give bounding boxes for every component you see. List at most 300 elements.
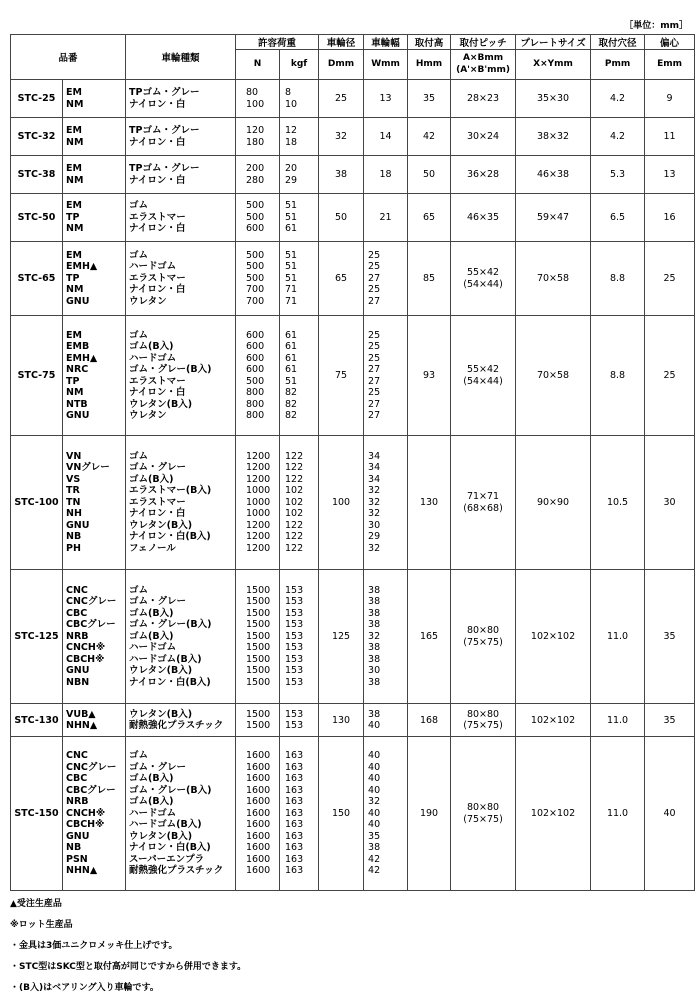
load-n-line: 700 bbox=[246, 284, 265, 296]
load-kgf-line: 82 bbox=[285, 410, 298, 421]
wheel-types-line: ゴム(B入) bbox=[129, 773, 174, 785]
wheel-types bbox=[126, 570, 236, 704]
unit-wheel-width: Wmm bbox=[364, 50, 408, 80]
wheel-types-line: ナイロン・白 bbox=[129, 174, 186, 186]
load-kgf-line: 102 bbox=[285, 485, 304, 497]
load-kgf-line: 163 bbox=[285, 796, 304, 808]
wheel-width-line: 40 bbox=[368, 819, 381, 831]
wheel-types bbox=[126, 242, 236, 316]
load-n-line: 600 bbox=[246, 329, 265, 341]
wheel-codes-line: CNC bbox=[66, 584, 88, 596]
wheel-width-line: 40 bbox=[368, 784, 381, 796]
wheel-width-line: 40 bbox=[368, 807, 381, 819]
load-kgf-line: 61 bbox=[285, 341, 298, 352]
wheel-types-line: ゴム・グレー(B入) bbox=[129, 364, 212, 375]
load-kgf-line: 122 bbox=[285, 519, 304, 531]
wheel-width-line: 32 bbox=[368, 496, 381, 508]
wheel-codes-line: NM bbox=[66, 387, 84, 398]
wheel-width-line: 35 bbox=[368, 830, 381, 842]
load-n-line: 1200 bbox=[246, 462, 271, 474]
hole-diameter: 10.5 bbox=[591, 436, 645, 570]
load-n-line: 1600 bbox=[246, 865, 271, 877]
load-kgf-line: 122 bbox=[285, 462, 304, 474]
load-n bbox=[236, 704, 280, 737]
wheel-codes-line: NBN bbox=[66, 676, 90, 688]
wheel-width bbox=[364, 704, 408, 737]
wheel-codes-line: EM bbox=[66, 87, 82, 98]
offset: 13 bbox=[645, 156, 695, 194]
mount-height: 35 bbox=[408, 80, 451, 118]
load-kgf-line: 12 bbox=[285, 125, 298, 136]
wheel-width-line: 27 bbox=[368, 364, 381, 375]
wheel-types-line: ゴム bbox=[129, 329, 149, 341]
wheel-width-line: 25 bbox=[368, 352, 381, 364]
load-kgf-line: 61 bbox=[285, 329, 298, 341]
wheel-types-line: ウレタン(B入) bbox=[129, 519, 193, 531]
wheel-width-line: 30 bbox=[368, 665, 381, 677]
load-n bbox=[236, 436, 280, 570]
wheel-width-line: 13 bbox=[379, 92, 392, 104]
product-number: STC-75 bbox=[11, 316, 63, 436]
mount-height: 65 bbox=[408, 194, 451, 242]
wheel-types-line: エラストマー bbox=[129, 375, 186, 387]
note-lot-production: ※ロット生産品 bbox=[10, 920, 73, 930]
note-bearing: ・(B入)はベアリング入り車輪です。 bbox=[10, 983, 159, 993]
load-kgf-line: 163 bbox=[285, 784, 304, 796]
header-mount-height: 取付高 bbox=[408, 35, 451, 50]
load-n-line: 1500 bbox=[246, 665, 271, 677]
product-number: STC-38 bbox=[11, 156, 63, 194]
wheel-codes-line: VN bbox=[66, 450, 82, 462]
wheel-codes-line: PH bbox=[66, 542, 81, 554]
wheel-codes-line: VNグレー bbox=[66, 462, 110, 474]
wheel-codes-line: NB bbox=[66, 531, 82, 543]
wheel-types-line: ゴム bbox=[129, 200, 149, 212]
load-kgf bbox=[280, 194, 319, 242]
load-n-line: 120 bbox=[246, 125, 265, 136]
load-kgf-line: 102 bbox=[285, 496, 304, 508]
wheel-types-line: ナイロン・白 bbox=[129, 508, 186, 520]
product-number: STC-25 bbox=[11, 80, 63, 118]
load-kgf-line: 153 bbox=[285, 653, 304, 665]
offset: 35 bbox=[645, 570, 695, 704]
header-plate-size: プレートサイズ bbox=[516, 35, 591, 50]
wheel-width-line: 38 bbox=[368, 584, 381, 596]
plate-size: 102×102 bbox=[516, 737, 591, 891]
load-kgf-line: 163 bbox=[285, 853, 304, 865]
load-n-line: 800 bbox=[246, 398, 265, 410]
load-n bbox=[236, 194, 280, 242]
wheel-width-line: 25 bbox=[368, 261, 381, 273]
hole-diameter: 5.3 bbox=[591, 156, 645, 194]
load-kgf-line: 102 bbox=[285, 508, 304, 520]
load-kgf bbox=[280, 704, 319, 737]
wheel-codes-line: TP bbox=[66, 211, 80, 223]
wheel-width-line: 25 bbox=[368, 249, 381, 261]
table-row bbox=[11, 118, 695, 156]
wheel-types-line: ゴム(B入) bbox=[129, 796, 174, 808]
load-n-line: 1200 bbox=[246, 531, 271, 543]
wheel-codes-line: CBC bbox=[66, 773, 88, 785]
wheel-diameter: 38 bbox=[319, 156, 364, 194]
offset: 35 bbox=[645, 704, 695, 737]
wheel-width bbox=[364, 242, 408, 316]
load-n-line: 500 bbox=[246, 249, 265, 261]
header-wheel-width: 車輪幅 bbox=[364, 35, 408, 50]
mount-pitch bbox=[451, 242, 516, 316]
wheel-types-line: ナイロン・白 bbox=[129, 136, 186, 148]
load-n-line: 500 bbox=[246, 211, 265, 223]
wheel-types bbox=[126, 156, 236, 194]
mount-pitch-line: 28×23 bbox=[466, 92, 500, 104]
wheel-codes-line: NB bbox=[66, 842, 82, 854]
load-n-line: 800 bbox=[246, 387, 265, 398]
wheel-codes-line: NTB bbox=[66, 398, 88, 410]
wheel-width bbox=[364, 570, 408, 704]
header-mount-pitch: 取付ピッチ bbox=[451, 35, 516, 50]
wheel-width-line: 25 bbox=[368, 387, 381, 398]
load-kgf bbox=[280, 118, 319, 156]
wheel-width-line: 18 bbox=[379, 168, 392, 180]
load-n-line: 1600 bbox=[246, 807, 271, 819]
load-kgf-line: 18 bbox=[285, 136, 298, 148]
load-n bbox=[236, 80, 280, 118]
wheel-codes-line: NH bbox=[66, 508, 82, 520]
load-n-line: 1500 bbox=[246, 619, 271, 631]
wheel-codes-line: CNCグレー bbox=[66, 761, 117, 773]
load-kgf-line: 51 bbox=[285, 200, 298, 212]
load-n bbox=[236, 570, 280, 704]
load-n-line: 600 bbox=[246, 341, 265, 352]
mount-pitch-line: 71×71 bbox=[466, 491, 500, 502]
table-row bbox=[11, 316, 695, 436]
plate-size: 70×58 bbox=[516, 242, 591, 316]
wheel-codes-line: CNCH※ bbox=[66, 807, 106, 819]
load-n-line: 1500 bbox=[246, 607, 271, 619]
wheel-types-line: ゴム・グレー bbox=[129, 462, 187, 474]
load-kgf-line: 51 bbox=[285, 375, 298, 387]
mount-pitch bbox=[451, 704, 516, 737]
load-kgf bbox=[280, 316, 319, 436]
wheel-codes-line: GNU bbox=[66, 410, 90, 421]
wheel-codes-line: TN bbox=[66, 496, 81, 508]
mount-height: 168 bbox=[408, 704, 451, 737]
wheel-types-line: ゴム・グレー bbox=[129, 596, 187, 608]
wheel-codes-line: VUB▲ bbox=[66, 708, 96, 720]
wheel-width bbox=[364, 118, 408, 156]
wheel-codes bbox=[63, 436, 126, 570]
load-n-line: 1600 bbox=[246, 750, 271, 762]
table-row bbox=[11, 80, 695, 118]
mount-pitch-line: 55×42 bbox=[466, 364, 500, 375]
mount-pitch bbox=[451, 737, 516, 891]
mount-pitch-line: 30×24 bbox=[466, 130, 500, 142]
load-kgf bbox=[280, 436, 319, 570]
load-kgf-line: 51 bbox=[285, 272, 298, 284]
wheel-codes-line: CBCH※ bbox=[66, 819, 105, 831]
load-kgf-line: 122 bbox=[285, 531, 304, 543]
load-n bbox=[236, 156, 280, 194]
product-number: STC-125 bbox=[11, 570, 63, 704]
load-kgf bbox=[280, 242, 319, 316]
load-n-line: 1000 bbox=[246, 485, 271, 497]
wheel-types-line: エラストマー bbox=[129, 211, 186, 223]
load-n-line: 1500 bbox=[246, 653, 271, 665]
hole-diameter: 11.0 bbox=[591, 737, 645, 891]
wheel-types-line: ナイロン・白 bbox=[129, 223, 186, 235]
wheel-types-line: エラストマー bbox=[129, 496, 186, 508]
wheel-codes bbox=[63, 156, 126, 194]
wheel-codes bbox=[63, 570, 126, 704]
plate-size: 46×38 bbox=[516, 156, 591, 194]
load-kgf-line: 163 bbox=[285, 865, 304, 877]
wheel-width-line: 38 bbox=[368, 596, 381, 608]
wheel-types-line: ウレタン(B入) bbox=[129, 708, 193, 720]
wheel-width-line: 38 bbox=[368, 708, 381, 720]
plate-size: 59×47 bbox=[516, 194, 591, 242]
load-kgf-line: 20 bbox=[285, 163, 298, 174]
unit-offset: Emm bbox=[645, 50, 695, 80]
product-number: STC-32 bbox=[11, 118, 63, 156]
table-row bbox=[11, 242, 695, 316]
load-kgf-line: 29 bbox=[285, 174, 298, 186]
plate-size: 70×58 bbox=[516, 316, 591, 436]
load-n-line: 1600 bbox=[246, 842, 271, 854]
wheel-diameter: 125 bbox=[319, 570, 364, 704]
load-kgf-line: 122 bbox=[285, 542, 304, 554]
wheel-types-line: エラストマー bbox=[129, 272, 186, 284]
wheel-codes-line: NRB bbox=[66, 630, 89, 642]
wheel-width-line: 42 bbox=[368, 865, 381, 877]
wheel-codes-line: CBC bbox=[66, 607, 88, 619]
load-n-line: 1500 bbox=[246, 596, 271, 608]
wheel-codes-line: NM bbox=[66, 174, 84, 186]
load-kgf-line: 153 bbox=[285, 676, 304, 688]
load-kgf-line: 163 bbox=[285, 750, 304, 762]
header-wheel-type: 車輪種類 bbox=[126, 35, 236, 80]
load-n-line: 700 bbox=[246, 295, 265, 307]
unit-mount-pitch bbox=[451, 50, 516, 80]
wheel-codes bbox=[63, 118, 126, 156]
load-n-line: 500 bbox=[246, 200, 265, 212]
mount-pitch bbox=[451, 118, 516, 156]
wheel-codes-line: EMB bbox=[66, 341, 90, 352]
wheel-width-line: 32 bbox=[368, 508, 381, 520]
load-kgf-line: 71 bbox=[285, 284, 298, 296]
wheel-types bbox=[126, 118, 236, 156]
plate-size: 102×102 bbox=[516, 570, 591, 704]
table-row bbox=[11, 156, 695, 194]
product-number: STC-100 bbox=[11, 436, 63, 570]
wheel-codes-line: EM bbox=[66, 163, 82, 174]
wheel-types-line: フェノール bbox=[129, 542, 176, 554]
table-row bbox=[11, 737, 695, 891]
hole-diameter: 4.2 bbox=[591, 80, 645, 118]
wheel-width-line: 38 bbox=[368, 676, 381, 688]
load-n-line: 1500 bbox=[246, 630, 271, 642]
load-n bbox=[236, 242, 280, 316]
note-compatibility: ・STC型はSKC型と取付高が同じですから併用できます。 bbox=[10, 962, 247, 972]
load-kgf bbox=[280, 737, 319, 891]
table-row bbox=[11, 194, 695, 242]
wheel-diameter: 150 bbox=[319, 737, 364, 891]
mount-pitch-line: (54×44) bbox=[463, 375, 503, 387]
unit-wheel-dia: Dmm bbox=[319, 50, 364, 80]
load-n bbox=[236, 316, 280, 436]
wheel-codes-line: TR bbox=[66, 485, 80, 497]
load-kgf-line: 51 bbox=[285, 211, 298, 223]
load-kgf-line: 61 bbox=[285, 223, 298, 235]
wheel-width-line: 14 bbox=[379, 130, 392, 142]
table-row bbox=[11, 570, 695, 704]
wheel-width-line: 38 bbox=[368, 842, 381, 854]
wheel-codes-line: EMH▲ bbox=[66, 261, 98, 273]
hole-diameter: 11.0 bbox=[591, 704, 645, 737]
wheel-types-line: 耐熱強化プラスチック bbox=[129, 720, 224, 731]
mount-pitch bbox=[451, 194, 516, 242]
wheel-types-line: ナイロン・白(B入) bbox=[129, 676, 211, 688]
wheel-codes bbox=[63, 194, 126, 242]
load-n bbox=[236, 118, 280, 156]
load-kgf-line: 153 bbox=[285, 642, 304, 654]
load-n-line: 1600 bbox=[246, 761, 271, 773]
wheel-types-line: ゴム・グレー(B入) bbox=[129, 784, 212, 796]
offset: 25 bbox=[645, 316, 695, 436]
load-kgf-line: 153 bbox=[285, 708, 304, 720]
wheel-types-line: ハードゴム bbox=[129, 352, 177, 364]
caster-spec-table bbox=[10, 34, 695, 891]
wheel-codes-line: EM bbox=[66, 125, 82, 136]
offset: 11 bbox=[645, 118, 695, 156]
unit-plate-size: X×Ymm bbox=[516, 50, 591, 80]
product-number: STC-50 bbox=[11, 194, 63, 242]
wheel-codes bbox=[63, 704, 126, 737]
product-number: STC-150 bbox=[11, 737, 63, 891]
load-kgf-line: 10 bbox=[285, 98, 298, 110]
wheel-codes-line: NM bbox=[66, 223, 84, 235]
wheel-width-line: 40 bbox=[368, 773, 381, 785]
load-kgf-line: 61 bbox=[285, 352, 298, 364]
wheel-types-line: ゴム・グレー(B入) bbox=[129, 619, 212, 631]
offset: 25 bbox=[645, 242, 695, 316]
mount-pitch-line: 80×80 bbox=[466, 802, 500, 813]
mount-pitch bbox=[451, 156, 516, 194]
load-kgf-line: 51 bbox=[285, 249, 298, 261]
wheel-types-line: ゴム bbox=[129, 249, 149, 261]
header-load: 許容荷重 bbox=[236, 35, 319, 50]
load-kgf-line: 122 bbox=[285, 450, 304, 462]
mount-height: 93 bbox=[408, 316, 451, 436]
load-kgf-line: 163 bbox=[285, 761, 304, 773]
mount-height: 165 bbox=[408, 570, 451, 704]
load-n-line: 1600 bbox=[246, 830, 271, 842]
wheel-width-line: 27 bbox=[368, 410, 381, 421]
wheel-types-line: 耐熱強化プラスチック bbox=[129, 865, 224, 877]
wheel-codes-line: NHN▲ bbox=[66, 865, 98, 877]
wheel-width-line: 40 bbox=[368, 750, 381, 762]
load-n-line: 600 bbox=[246, 352, 265, 364]
load-n-line: 1600 bbox=[246, 773, 271, 785]
notes bbox=[10, 894, 246, 999]
wheel-types bbox=[126, 737, 236, 891]
load-n-line: 1000 bbox=[246, 496, 271, 508]
mount-pitch-line: (75×75) bbox=[463, 636, 503, 648]
wheel-codes-line: NRB bbox=[66, 796, 89, 808]
wheel-diameter: 130 bbox=[319, 704, 364, 737]
mount-pitch bbox=[451, 316, 516, 436]
wheel-width-line: 38 bbox=[368, 607, 381, 619]
load-kgf-line: 163 bbox=[285, 842, 304, 854]
wheel-types-line: ナイロン・白(B入) bbox=[129, 842, 211, 854]
wheel-codes-line: NM bbox=[66, 136, 84, 148]
plate-size: 35×30 bbox=[516, 80, 591, 118]
plate-size: 90×90 bbox=[516, 436, 591, 570]
load-n-line: 200 bbox=[246, 163, 265, 174]
wheel-width-line: 34 bbox=[368, 450, 381, 462]
wheel-types-line: ゴム bbox=[129, 584, 149, 596]
wheel-width-line: 25 bbox=[368, 341, 381, 352]
unit-hole-dia: Pmm bbox=[591, 50, 645, 80]
load-n-line: 1200 bbox=[246, 473, 271, 485]
wheel-width-line: 25 bbox=[368, 284, 381, 296]
wheel-width bbox=[364, 316, 408, 436]
wheel-types-line: エラストマー(B入) bbox=[129, 485, 212, 497]
load-n-line: 1200 bbox=[246, 450, 271, 462]
wheel-codes-line: NHN▲ bbox=[66, 720, 98, 731]
load-n-line: 1500 bbox=[246, 676, 271, 688]
mount-pitch bbox=[451, 436, 516, 570]
wheel-width-line: 21 bbox=[379, 211, 392, 223]
wheel-types-line: TPゴム・グレー bbox=[129, 87, 200, 98]
load-kgf-line: 61 bbox=[285, 364, 298, 375]
wheel-codes-line: EM bbox=[66, 329, 82, 341]
load-n-line: 1200 bbox=[246, 542, 271, 554]
header-wheel-dia: 車輪径 bbox=[319, 35, 364, 50]
wheel-types-line: ゴム(B入) bbox=[129, 630, 174, 642]
wheel-width-line: 27 bbox=[368, 295, 381, 307]
wheel-types-line: ウレタン bbox=[129, 410, 167, 421]
wheel-width-line: 34 bbox=[368, 473, 381, 485]
wheel-types-line: TPゴム・グレー bbox=[129, 125, 200, 136]
load-kgf-line: 82 bbox=[285, 398, 298, 410]
header-offset: 偏心 bbox=[645, 35, 695, 50]
wheel-codes-line: PSN bbox=[66, 853, 88, 865]
wheel-codes-line: TP bbox=[66, 375, 80, 387]
load-kgf-line: 8 bbox=[285, 87, 292, 98]
load-kgf-line: 51 bbox=[285, 261, 298, 273]
wheel-types-line: ハードゴム(B入) bbox=[129, 653, 202, 665]
wheel-codes-line: CBCグレー bbox=[66, 619, 116, 631]
wheel-types-line: ゴム bbox=[129, 450, 149, 462]
product-number: STC-130 bbox=[11, 704, 63, 737]
wheel-width bbox=[364, 80, 408, 118]
offset: 30 bbox=[645, 436, 695, 570]
wheel-codes bbox=[63, 80, 126, 118]
wheel-types-line: ウレタン(B入) bbox=[129, 398, 193, 410]
wheel-width bbox=[364, 436, 408, 570]
mount-pitch-line: (68×68) bbox=[463, 502, 503, 514]
load-kgf-line: 153 bbox=[285, 607, 304, 619]
load-n-line: 1200 bbox=[246, 519, 271, 531]
load-kgf-line: 153 bbox=[285, 630, 304, 642]
mount-pitch-line: 46×35 bbox=[466, 211, 500, 223]
wheel-width-line: 38 bbox=[368, 653, 381, 665]
plate-size: 102×102 bbox=[516, 704, 591, 737]
wheel-width-line: 32 bbox=[368, 796, 381, 808]
wheel-codes-line: TP bbox=[66, 272, 80, 284]
wheel-codes-line: CNCH※ bbox=[66, 642, 106, 654]
mount-height: 85 bbox=[408, 242, 451, 316]
